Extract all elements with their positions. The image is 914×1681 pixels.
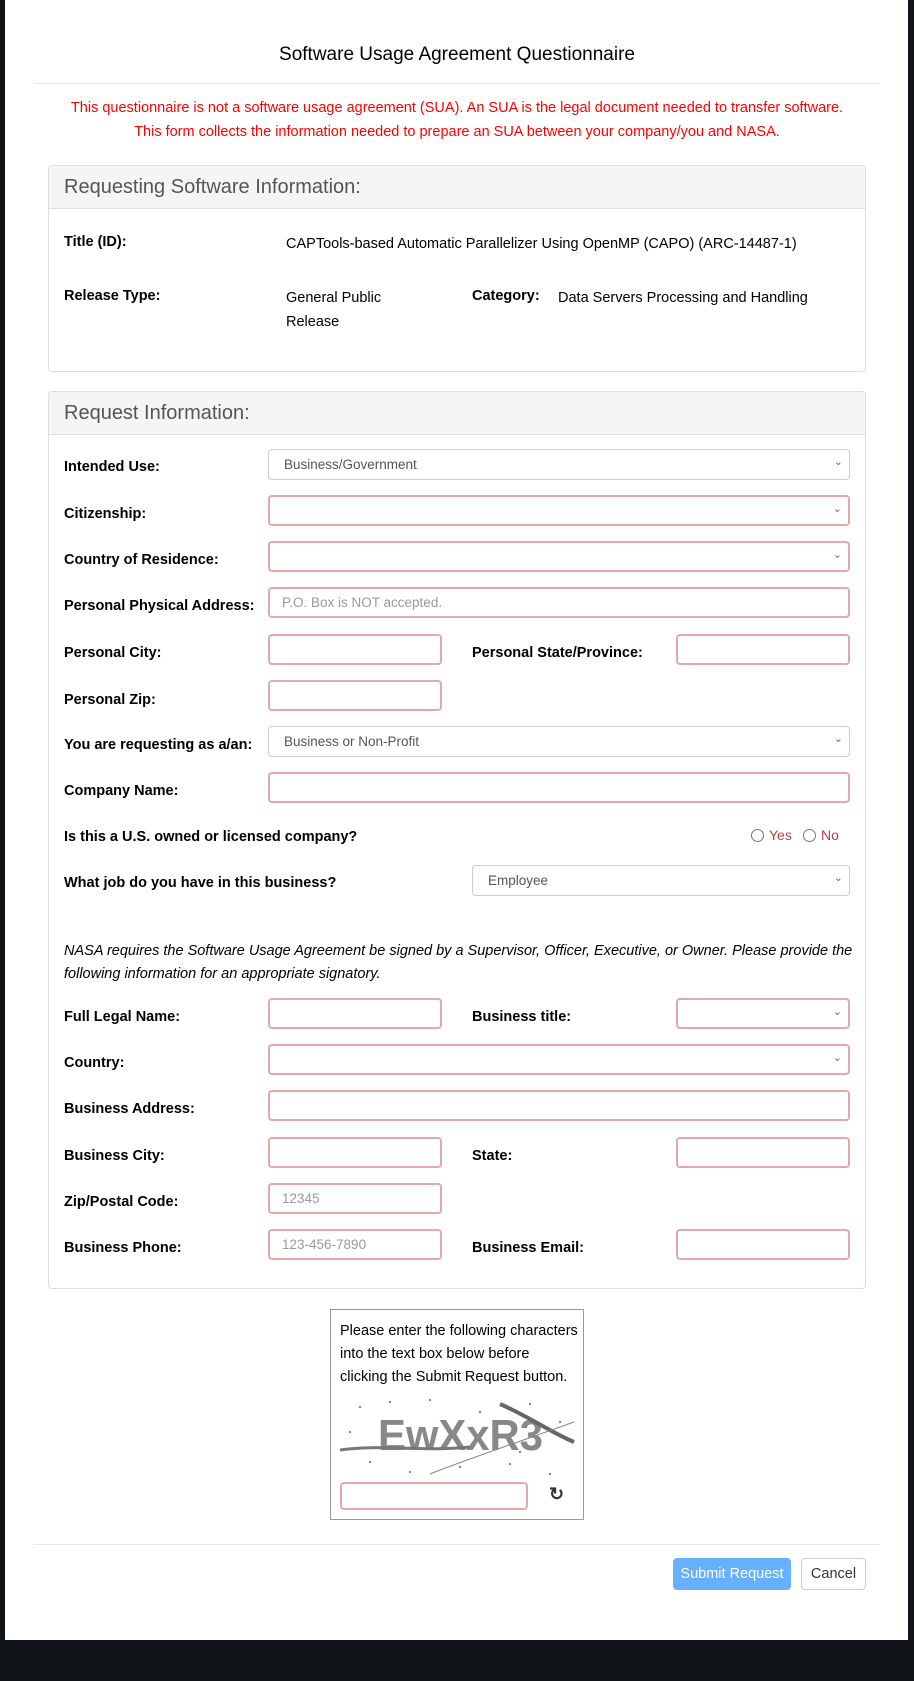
release-value	[286, 286, 381, 334]
selected-value: Business/Government	[284, 457, 417, 472]
chevron-down-icon: ⌄	[832, 1006, 842, 1018]
captcha-input[interactable]	[340, 1482, 528, 1510]
email-label: Business Email:	[472, 1240, 585, 1256]
postal-code-input[interactable]: 12345	[268, 1183, 442, 1214]
phone-label: Business Phone:	[64, 1240, 182, 1256]
panel-heading: Requesting Software Information:	[49, 166, 865, 209]
category-value: Data Servers Processing and Handling	[558, 290, 808, 306]
country-residence-label: Country of Residence:	[64, 552, 219, 568]
job-label: What job do you have in this business?	[64, 875, 337, 891]
submit-request-button[interactable]: Submit Request	[673, 1558, 791, 1590]
captcha-line-3: clicking the Submit Request button.	[340, 1369, 568, 1385]
cancel-button[interactable]: Cancel	[801, 1558, 866, 1590]
legal-name-label: Full Legal Name:	[64, 1009, 181, 1025]
business-address-input[interactable]	[268, 1090, 850, 1121]
citizenship-select[interactable]	[268, 495, 850, 526]
job-select[interactable]	[472, 865, 850, 896]
chevron-down-icon: ⌄	[833, 872, 843, 884]
postal-code-label: Zip/Postal Code:	[64, 1194, 179, 1210]
address-input[interactable]: P.O. Box is NOT accepted.	[268, 587, 850, 618]
business-city-input[interactable]	[268, 1137, 442, 1168]
requesting-as-select[interactable]	[268, 726, 850, 757]
note-line-2: following information for an appropriate signatory.	[64, 966, 381, 982]
business-city-label: Business City:	[64, 1148, 165, 1164]
signatory-note	[64, 940, 852, 986]
business-state-label: State:	[472, 1148, 513, 1164]
zip-label: Personal Zip:	[64, 692, 156, 708]
selected-value: Business or Non-Profit	[284, 734, 420, 749]
business-state-input[interactable]	[676, 1137, 850, 1168]
page-title: Software Usage Agreement Questionnaire	[279, 44, 635, 65]
requesting-as-label: You are requesting as a/an:	[64, 737, 253, 753]
citizenship-label: Citizenship:	[64, 506, 147, 522]
refresh-icon[interactable]: ↻	[549, 1484, 565, 1504]
phone-input[interactable]: 123-456-7890	[268, 1229, 442, 1260]
category-label: Category:	[472, 288, 540, 304]
radio-circle-icon	[803, 829, 816, 842]
business-title-select[interactable]	[676, 998, 850, 1029]
captcha-instructions	[340, 1320, 578, 1389]
country-select[interactable]	[268, 1044, 850, 1075]
chevron-down-icon: ⌄	[833, 456, 843, 468]
country-label: Country:	[64, 1055, 125, 1071]
selected-value: Employee	[488, 873, 549, 888]
release-value-1: General Public	[286, 290, 382, 306]
state-label: Personal State/Province:	[472, 645, 643, 661]
chevron-down-icon: ⌄	[832, 1052, 842, 1064]
business-address-label: Business Address:	[64, 1101, 195, 1117]
chevron-down-icon: ⌄	[832, 503, 842, 515]
state-input[interactable]	[676, 634, 850, 665]
title-value: CAPTools-based Automatic Parallelizer Using OpenMP (CAPO) (ARC-14487-1)	[286, 236, 797, 252]
chevron-down-icon: ⌄	[833, 733, 843, 745]
company-label: Company Name:	[64, 783, 179, 799]
business-title-label: Business title:	[472, 1009, 572, 1025]
panel-heading: Request Information:	[49, 392, 865, 435]
captcha-line-2: into the text box below before	[340, 1346, 530, 1362]
legal-name-input[interactable]	[268, 998, 442, 1029]
no-radio[interactable]	[803, 827, 839, 845]
divider	[34, 83, 880, 84]
warning-line-1: This questionnaire is not a software usage agreement (SUA). An SUA is the legal document needed to transfer software.	[70, 100, 844, 116]
city-label: Personal City:	[64, 645, 162, 661]
svg-text:EwXxR3: EwXxR3	[378, 1411, 543, 1460]
radio-circle-icon	[751, 829, 764, 842]
footer-divider	[34, 1544, 880, 1545]
zip-input[interactable]	[268, 680, 442, 711]
country-residence-select[interactable]	[268, 541, 850, 572]
company-input[interactable]	[268, 772, 850, 803]
no-label: No	[821, 827, 839, 843]
captcha-box	[330, 1309, 584, 1520]
address-label: Personal Physical Address:	[64, 598, 255, 614]
captcha-image	[340, 1392, 576, 1478]
warning-line-2: This form collects the information needed to prepare an SUA between your company/you and NASA.	[134, 124, 780, 140]
city-input[interactable]	[268, 634, 442, 665]
release-label: Release Type:	[64, 288, 161, 304]
yes-label: Yes	[769, 827, 792, 843]
chevron-down-icon: ⌄	[832, 549, 842, 561]
intended-use-select[interactable]	[268, 449, 850, 480]
intended-use-label: Intended Use:	[64, 459, 160, 475]
email-input[interactable]	[676, 1229, 850, 1260]
note-line-1: NASA requires the Software Usage Agreement be signed by a Supervisor, Officer, Executive, or Owner. Please provide the	[64, 943, 853, 959]
software-info-panel	[48, 165, 866, 372]
yes-radio[interactable]	[751, 827, 792, 845]
captcha-line-1: Please enter the following characters	[340, 1323, 578, 1339]
us-owned-label: Is this a U.S. owned or licensed company?	[64, 829, 358, 845]
title-label: Title (ID):	[64, 234, 127, 250]
release-value-2: Release	[286, 314, 340, 330]
